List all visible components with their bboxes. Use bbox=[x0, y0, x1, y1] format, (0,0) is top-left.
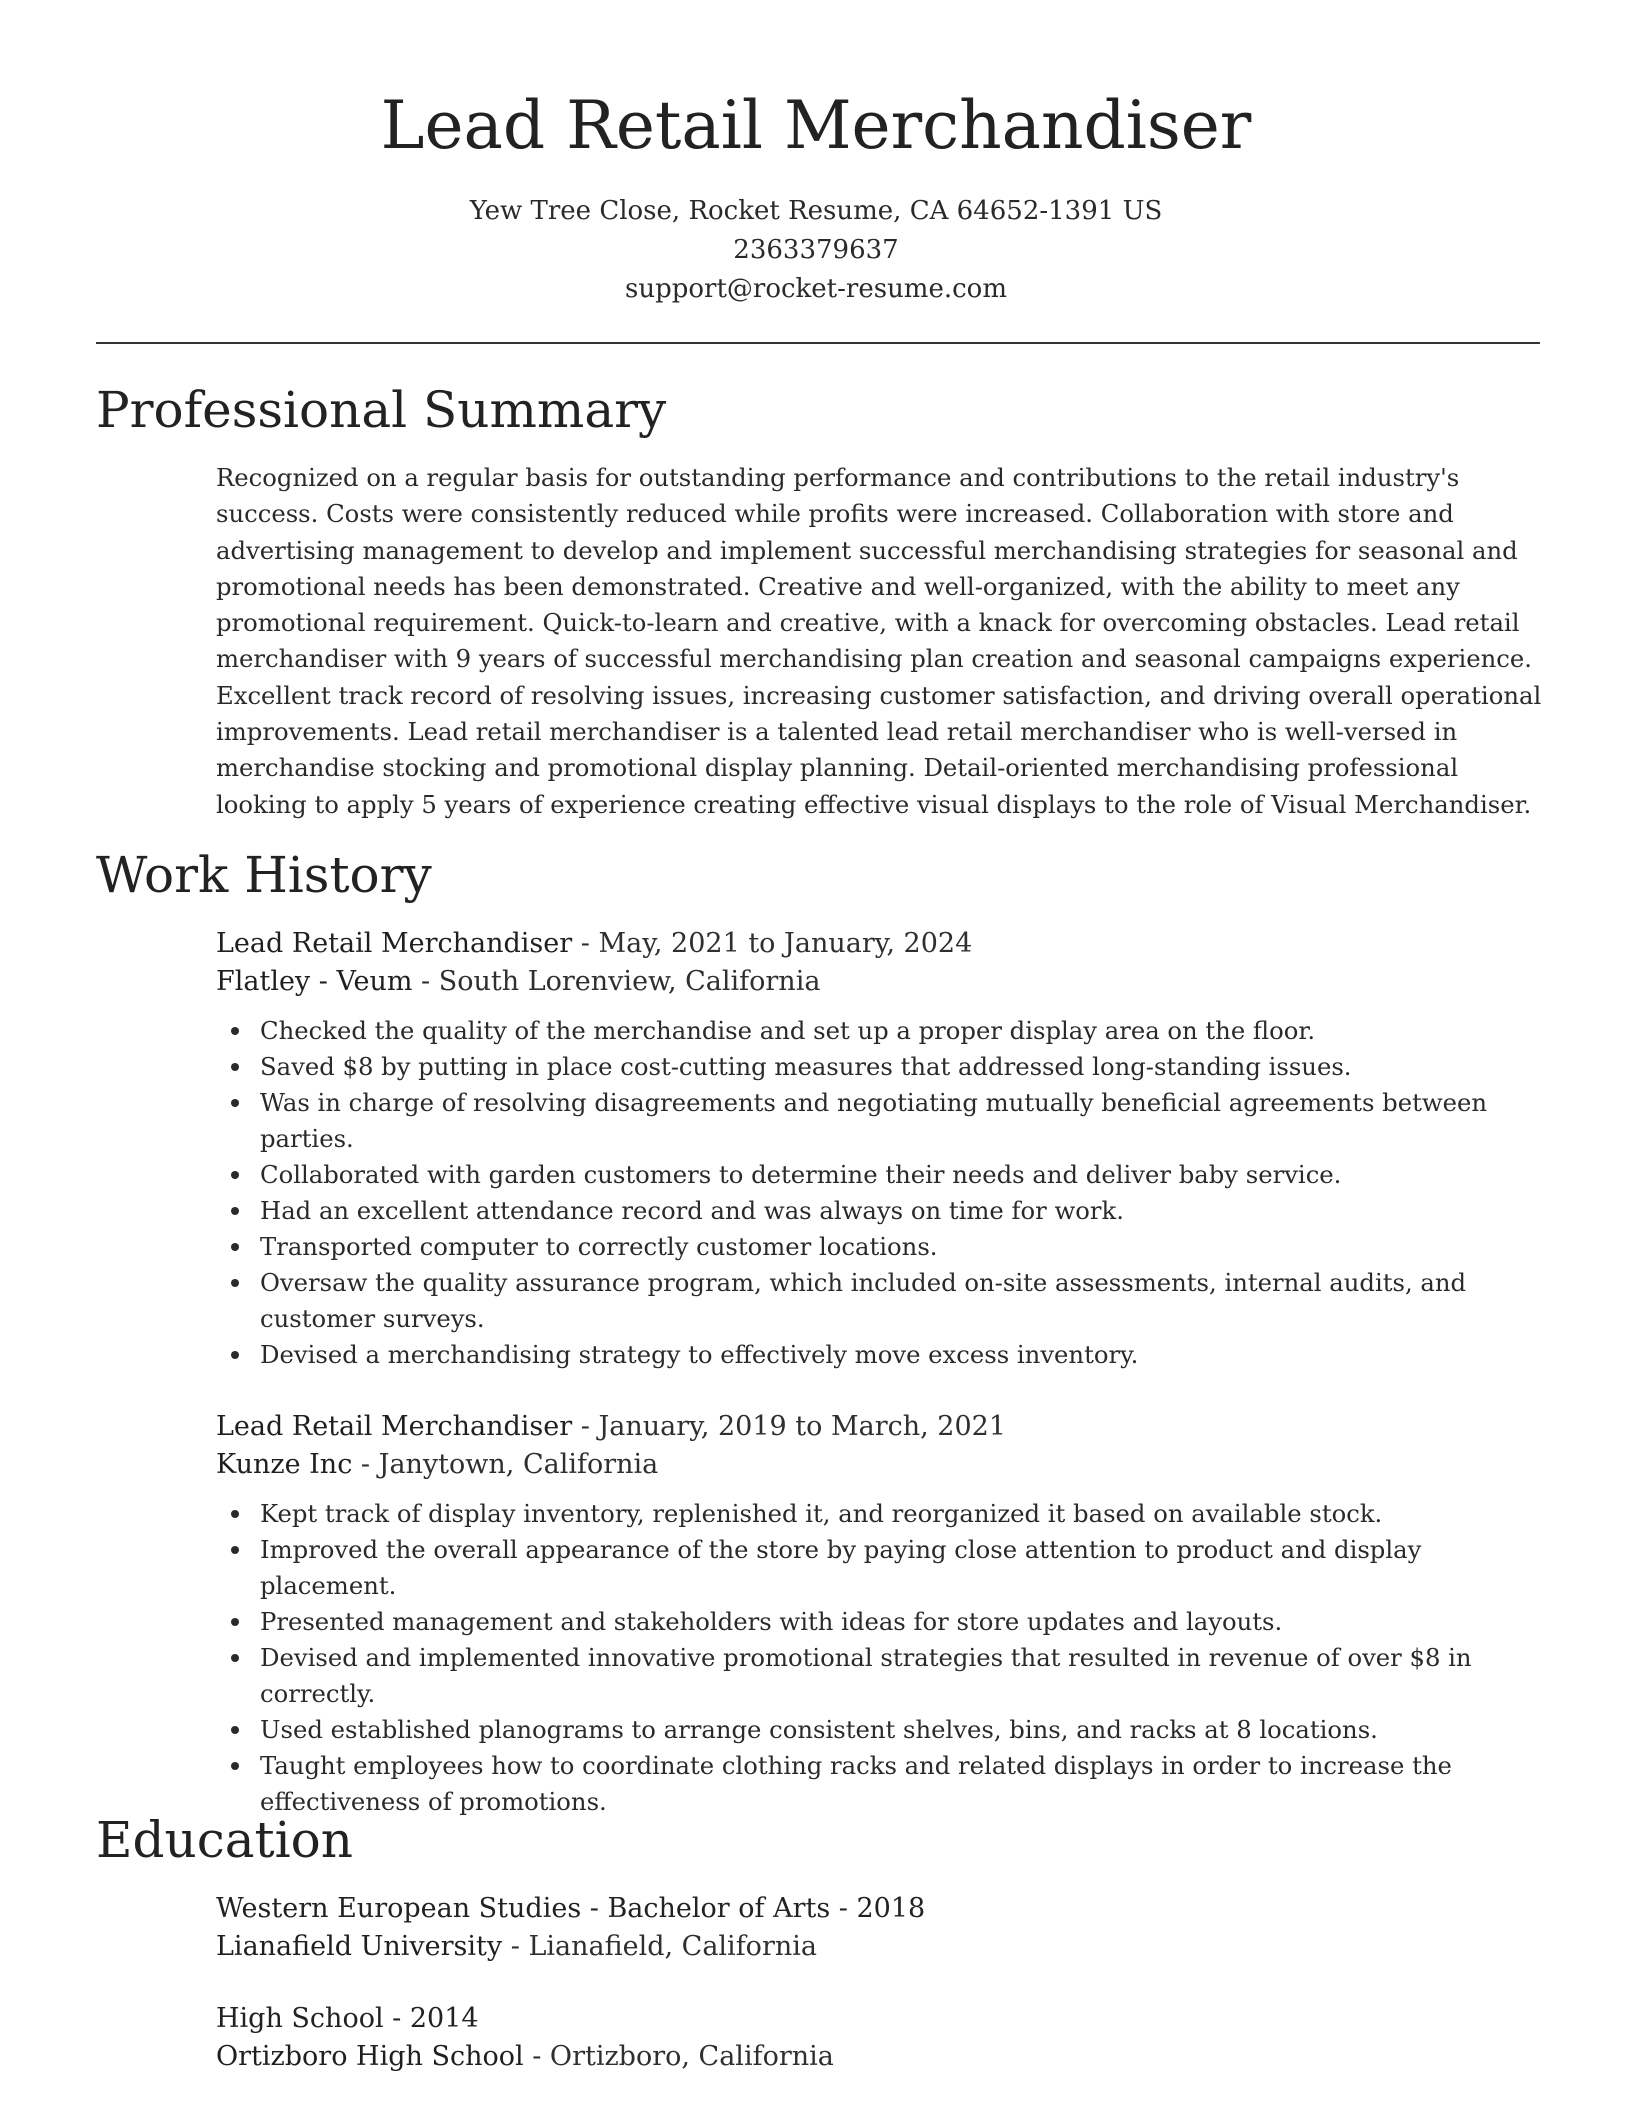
education-school-line bbox=[216, 1928, 1546, 1966]
job-company: Kunze Inc bbox=[216, 1449, 353, 1480]
section-title-education: Education bbox=[96, 1811, 353, 1869]
job-company-line bbox=[216, 963, 1546, 1001]
bullet-text: Kept track of display inventory, replenished it, and reorganized it based on available stock. bbox=[260, 1499, 1383, 1528]
bullet-icon bbox=[231, 1063, 239, 1071]
job-role: Lead Retail Merchandiser bbox=[216, 928, 573, 959]
bullet-text: Collaborated with garden customers to determine their needs and deliver baby service. bbox=[260, 1160, 1342, 1189]
bullet-text: Taught employees how to coordinate clothing racks and related displays in order to increase the effectiveness of promotions. bbox=[260, 1751, 1452, 1816]
list-item bbox=[260, 1085, 1546, 1157]
education-entry-2 bbox=[216, 2000, 1546, 2076]
list-item bbox=[260, 1229, 1546, 1265]
list-item bbox=[260, 1712, 1546, 1748]
bullet-text: Oversaw the quality assurance program, which included on-site assessments, internal audits, and customer surveys. bbox=[260, 1268, 1467, 1333]
list-item bbox=[260, 1496, 1546, 1532]
candidate-name: Lead Retail Merchandiser bbox=[380, 87, 1252, 164]
contact-address: Yew Tree Close, Rocket Resume, CA 64652-1391 US bbox=[469, 196, 1163, 226]
bullet-icon bbox=[231, 1351, 239, 1359]
bullet-icon bbox=[231, 1207, 239, 1215]
job-title-line bbox=[216, 925, 1546, 963]
job-dates: - January, 2019 to March, 2021 bbox=[572, 1411, 1007, 1442]
education-entry-1 bbox=[216, 1890, 1546, 1966]
education-location: - Lianafield, California bbox=[502, 1931, 817, 1962]
job-dates: - May, 2021 to January, 2024 bbox=[572, 928, 973, 959]
bullet-text: Checked the quality of the merchandise and set up a proper display area on the floor. bbox=[260, 1016, 1316, 1045]
bullet-icon bbox=[231, 1546, 239, 1554]
bullet-text: Saved $8 by putting in place cost-cutting measures that addressed long-standing issues. bbox=[260, 1052, 1352, 1081]
list-item bbox=[260, 1532, 1546, 1604]
list-item bbox=[260, 1157, 1546, 1193]
list-item bbox=[260, 1604, 1546, 1640]
list-item bbox=[260, 1265, 1546, 1337]
bullet-icon bbox=[231, 1654, 239, 1662]
contact-phone: 2363379637 bbox=[733, 235, 899, 265]
job-company: Flatley - Veum bbox=[216, 966, 413, 997]
bullet-text: Had an excellent attendance record and was always on time for work. bbox=[260, 1196, 1124, 1225]
list-item bbox=[260, 1337, 1546, 1373]
job-role: Lead Retail Merchandiser bbox=[216, 1411, 573, 1442]
section-title-summary: Professional Summary bbox=[96, 381, 667, 439]
bullet-icon bbox=[231, 1279, 239, 1287]
bullet-text: Used established planograms to arrange consistent shelves, bins, and racks at 8 locations. bbox=[260, 1715, 1378, 1744]
education-location: - Ortizboro, California bbox=[523, 2041, 834, 2072]
education-school-line bbox=[216, 2038, 1546, 2076]
job-company-line bbox=[216, 1446, 1546, 1484]
education-school: Ortizboro High School bbox=[216, 2041, 524, 2072]
job-entry-2 bbox=[216, 1408, 1546, 1820]
bullet-icon bbox=[231, 1762, 239, 1770]
bullet-icon bbox=[231, 1027, 239, 1035]
bullet-text: Devised a merchandising strategy to effectively move excess inventory. bbox=[260, 1340, 1139, 1369]
job-title-line bbox=[216, 1408, 1546, 1446]
bullet-icon bbox=[231, 1726, 239, 1734]
education-school: Lianafield University bbox=[216, 1931, 503, 1962]
contact-block bbox=[0, 192, 1632, 309]
summary-block bbox=[216, 460, 1546, 823]
bullet-text: Was in charge of resolving disagreements and negotiating mutually beneficial agreements between parties. bbox=[260, 1088, 1488, 1153]
education-degree: High School - 2014 bbox=[216, 2003, 479, 2034]
job-location: - South Lorenview, California bbox=[412, 966, 821, 997]
list-item bbox=[260, 1193, 1546, 1229]
job-bullets bbox=[216, 1496, 1546, 1820]
list-item bbox=[260, 1640, 1546, 1712]
bullet-icon bbox=[231, 1171, 239, 1179]
education-degree: Western European Studies - Bachelor of Arts - 2018 bbox=[216, 1893, 926, 1924]
bullet-icon bbox=[231, 1243, 239, 1251]
list-item bbox=[260, 1049, 1546, 1085]
bullet-text: Improved the overall appearance of the store by paying close attention to product and display placement. bbox=[260, 1535, 1422, 1600]
bullet-text: Transported computer to correctly customer locations. bbox=[260, 1232, 938, 1261]
contact-email: support@rocket-resume.com bbox=[624, 274, 1007, 304]
list-item bbox=[260, 1013, 1546, 1049]
resume-header bbox=[0, 80, 1632, 309]
job-entry-1 bbox=[216, 925, 1546, 1373]
section-title-work-history: Work History bbox=[96, 846, 432, 904]
header-divider bbox=[96, 342, 1540, 344]
job-location: - Janytown, California bbox=[352, 1449, 659, 1480]
bullet-icon bbox=[231, 1099, 239, 1107]
bullet-text: Presented management and stakeholders with ideas for store updates and layouts. bbox=[260, 1607, 1283, 1636]
job-bullets bbox=[216, 1013, 1546, 1373]
summary-text: Recognized on a regular basis for outstanding performance and contributions to the retail industry's success. Costs were consistently reduced while profits were increased. Collaboration with store and advertising management to develop and implement successful merchandising strategies for seasonal and promotional needs has been demonstrated. Creative and well-organized, with the ability to meet any promotional requirement. Quick-to-learn and creative, with a knack for overcoming obstacles. Lead retail merchandiser with 9 years of successful merchandising plan creation and seasonal campaigns experience. Excellent track record of resolving issues, increasing customer satisfaction, and driving overall operational improvements. Lead retail merchandiser is a talented lead retail merchandiser who is well-versed in merchandise stocking and promotional display planning. Detail-oriented merchandising professional looking to apply 5 years of experience creating effective visual displays to the role of Visual Merchandiser. bbox=[216, 463, 1542, 819]
list-item bbox=[260, 1748, 1546, 1820]
bullet-icon bbox=[231, 1510, 239, 1518]
bullet-icon bbox=[231, 1618, 239, 1626]
bullet-text: Devised and implemented innovative promotional strategies that resulted in revenue of over $8 in correctly. bbox=[260, 1643, 1472, 1708]
